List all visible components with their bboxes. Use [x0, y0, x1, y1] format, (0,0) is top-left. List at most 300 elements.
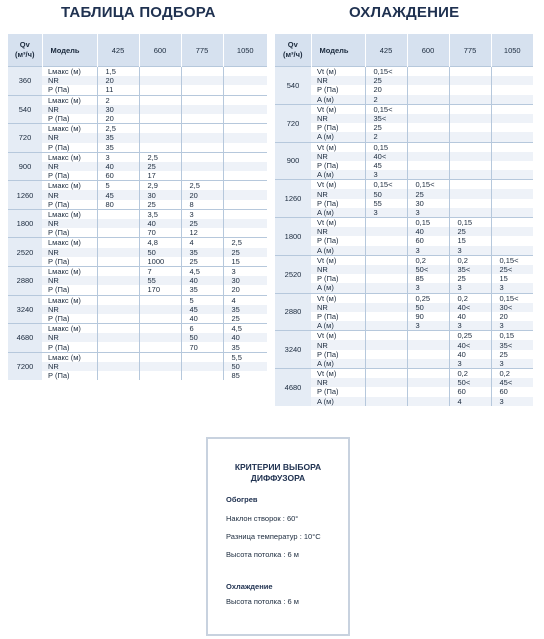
value-cell: [449, 170, 491, 180]
value-cell: 85: [223, 371, 267, 380]
table-row: [275, 199, 533, 208]
table-row: [275, 208, 533, 218]
value-cell: [139, 371, 181, 380]
value-cell: [139, 143, 181, 153]
model-param-cell: NR: [42, 248, 97, 257]
value-cell: 2: [97, 95, 139, 105]
value-cell: [139, 333, 181, 342]
value-cell: [407, 104, 449, 114]
value-cell: 20: [365, 85, 407, 94]
value-cell: [449, 142, 491, 152]
model-param-cell: P (Па): [311, 123, 365, 132]
value-cell: [365, 340, 407, 349]
model-param-cell: Vt (м): [311, 142, 365, 152]
table-row: [275, 359, 533, 369]
value-cell: [223, 124, 267, 134]
model-param-cell: NR: [42, 190, 97, 199]
qv-cell: 1800: [8, 209, 42, 238]
table-row: [275, 397, 533, 406]
value-cell: 15: [223, 257, 267, 267]
value-cell: 8: [181, 200, 223, 210]
value-cell: 0,15: [449, 218, 491, 228]
value-cell: 25: [365, 76, 407, 85]
value-cell: 90: [407, 312, 449, 321]
value-cell: [407, 378, 449, 387]
value-cell: [491, 199, 533, 208]
table-row: [275, 180, 533, 190]
qv-cell: 360: [8, 67, 42, 96]
value-cell: 3: [491, 283, 533, 293]
heating-line-ceiling: Высота потолка : 6 м: [226, 550, 299, 559]
table-row: [8, 238, 267, 248]
value-cell: 25: [365, 123, 407, 132]
qv-header-label: Qv: [19, 40, 30, 49]
model-param-cell: Lмакс (м): [42, 209, 97, 219]
value-cell: 0,2: [407, 255, 449, 265]
model-param-cell: P (Па): [311, 85, 365, 94]
value-cell: 5,5: [223, 352, 267, 362]
value-cell: [181, 152, 223, 162]
value-cell: 4,8: [139, 238, 181, 248]
value-cell: 35<: [365, 114, 407, 123]
criteria-title: [208, 462, 348, 484]
model-param-cell: Vt (м): [311, 67, 365, 77]
qv-header-unit: (м³/ч): [283, 50, 303, 59]
value-cell: [97, 371, 139, 380]
value-cell: 2,5: [139, 152, 181, 162]
size-header-425: 425: [97, 34, 139, 67]
value-cell: [97, 209, 139, 219]
value-cell: 0,15<: [365, 67, 407, 77]
value-cell: 2: [365, 95, 407, 105]
value-cell: 20: [97, 76, 139, 85]
qv-cell: 540: [8, 95, 42, 124]
model-param-cell: Lмакс (м): [42, 352, 97, 362]
value-cell: 50<: [449, 378, 491, 387]
table-row: [275, 321, 533, 331]
table-row: [8, 209, 267, 219]
table-row: [8, 285, 267, 295]
model-param-cell: NR: [42, 105, 97, 114]
value-cell: [491, 218, 533, 228]
model-param-cell: A (м): [311, 95, 365, 105]
table-row: [8, 295, 267, 305]
value-cell: [365, 303, 407, 312]
value-cell: [223, 162, 267, 171]
size-header-1050: 1050: [491, 34, 533, 67]
value-cell: 1,5: [97, 67, 139, 77]
value-cell: 35: [97, 133, 139, 142]
selection-table-title: ТАБЛИЦА ПОДБОРА: [61, 4, 216, 21]
table-header-row: [8, 34, 267, 67]
table-row: [8, 219, 267, 228]
table-row: [8, 266, 267, 276]
value-cell: 30: [407, 199, 449, 208]
value-cell: 0,15<: [407, 180, 449, 190]
value-cell: [181, 114, 223, 124]
model-param-cell: A (м): [311, 397, 365, 406]
value-cell: 25: [407, 189, 449, 198]
value-cell: 0,2: [449, 255, 491, 265]
value-cell: [181, 76, 223, 85]
value-cell: 20: [181, 190, 223, 199]
value-cell: 25: [449, 227, 491, 236]
value-cell: [181, 171, 223, 181]
model-param-cell: NR: [311, 265, 365, 274]
table-row: [275, 303, 533, 312]
value-cell: 0,25: [407, 293, 449, 303]
value-cell: [491, 85, 533, 94]
value-cell: [97, 295, 139, 305]
value-cell: [365, 397, 407, 406]
value-cell: [181, 352, 223, 362]
value-cell: [181, 67, 223, 77]
value-cell: [223, 200, 267, 210]
value-cell: [139, 295, 181, 305]
model-param-cell: P (Па): [42, 200, 97, 210]
value-cell: [365, 283, 407, 293]
model-param-cell: NR: [42, 276, 97, 285]
cooling-table: [275, 34, 533, 406]
value-cell: 170: [139, 285, 181, 295]
value-cell: [139, 124, 181, 134]
value-cell: [407, 397, 449, 406]
value-cell: [97, 238, 139, 248]
value-cell: 40: [181, 314, 223, 324]
value-cell: [139, 85, 181, 95]
model-param-cell: Lмакс (м): [42, 95, 97, 105]
qv-cell: 2880: [8, 266, 42, 295]
table-row: [275, 312, 533, 321]
table-row: [8, 152, 267, 162]
value-cell: 0,15: [365, 142, 407, 152]
value-cell: [223, 190, 267, 199]
table-row: [275, 189, 533, 198]
value-cell: [407, 123, 449, 132]
qv-cell: 720: [8, 124, 42, 153]
value-cell: [97, 228, 139, 238]
table-row: [275, 95, 533, 105]
model-param-cell: P (Па): [311, 312, 365, 321]
table-row: [8, 352, 267, 362]
table-row: [8, 276, 267, 285]
value-cell: 25: [139, 162, 181, 171]
value-cell: [97, 219, 139, 228]
table-row: [275, 274, 533, 283]
table-row: [8, 181, 267, 191]
value-cell: 3: [365, 170, 407, 180]
model-param-cell: P (Па): [42, 143, 97, 153]
value-cell: [449, 85, 491, 94]
table-row: [8, 67, 267, 77]
value-cell: [223, 67, 267, 77]
value-cell: [491, 76, 533, 85]
model-param-cell: P (Па): [42, 171, 97, 181]
value-cell: [491, 132, 533, 142]
value-cell: 0,15<: [365, 180, 407, 190]
model-param-cell: NR: [311, 76, 365, 85]
value-cell: 20: [223, 285, 267, 295]
value-cell: 2: [365, 132, 407, 142]
value-cell: 60: [97, 171, 139, 181]
model-param-cell: P (Па): [42, 285, 97, 295]
value-cell: 40: [139, 219, 181, 228]
value-cell: 3: [223, 266, 267, 276]
value-cell: 35: [97, 143, 139, 153]
value-cell: [491, 95, 533, 105]
value-cell: 35<: [449, 265, 491, 274]
value-cell: [407, 142, 449, 152]
model-param-cell: Lмакс (м): [42, 238, 97, 248]
value-cell: [181, 85, 223, 95]
model-param-cell: Vt (м): [311, 255, 365, 265]
value-cell: 25: [223, 248, 267, 257]
model-param-cell: A (м): [311, 132, 365, 142]
value-cell: [491, 236, 533, 245]
value-cell: 5: [97, 181, 139, 191]
value-cell: 55: [139, 276, 181, 285]
model-param-cell: P (Па): [42, 371, 97, 380]
qv-cell: 4680: [8, 324, 42, 353]
value-cell: [449, 199, 491, 208]
model-param-cell: P (Па): [311, 387, 365, 396]
model-param-cell: NR: [42, 333, 97, 342]
model-param-cell: NR: [311, 340, 365, 349]
model-param-cell: Vt (м): [311, 180, 365, 190]
value-cell: 3: [407, 321, 449, 331]
value-cell: 2,5: [97, 124, 139, 134]
value-cell: 45: [97, 190, 139, 199]
value-cell: 85: [407, 274, 449, 283]
value-cell: [365, 331, 407, 341]
value-cell: [223, 228, 267, 238]
table-row: [275, 170, 533, 180]
value-cell: 3: [181, 209, 223, 219]
value-cell: [491, 152, 533, 161]
table-row: [275, 152, 533, 161]
value-cell: 0,25: [449, 331, 491, 341]
value-cell: [365, 227, 407, 236]
table-row: [8, 95, 267, 105]
value-cell: [223, 219, 267, 228]
value-cell: [223, 209, 267, 219]
value-cell: 55: [365, 199, 407, 208]
value-cell: [139, 114, 181, 124]
model-param-cell: Lмакс (м): [42, 152, 97, 162]
value-cell: [491, 104, 533, 114]
table-row: [8, 333, 267, 342]
value-cell: [97, 362, 139, 371]
value-cell: 40: [97, 162, 139, 171]
value-cell: [223, 85, 267, 95]
value-cell: [139, 105, 181, 114]
value-cell: 70: [181, 342, 223, 352]
value-cell: [181, 105, 223, 114]
value-cell: 0,15: [491, 331, 533, 341]
table-row: [275, 142, 533, 152]
table-row: [275, 67, 533, 77]
qv-cell: 3240: [8, 295, 42, 324]
value-cell: [181, 95, 223, 105]
table-row: [8, 228, 267, 238]
value-cell: 3: [491, 397, 533, 406]
heating-line-tilt: Наклон створок : 60°: [226, 514, 299, 523]
value-cell: [139, 76, 181, 85]
qv-cell: 2880: [275, 293, 311, 331]
value-cell: [139, 352, 181, 362]
model-param-cell: P (Па): [311, 161, 365, 170]
value-cell: 30: [97, 105, 139, 114]
heating-line-temp-diff: Разница температур : 10°С: [226, 532, 321, 541]
value-cell: [407, 85, 449, 94]
model-param-cell: A (м): [311, 208, 365, 218]
value-cell: [139, 67, 181, 77]
table-row: [275, 293, 533, 303]
value-cell: [365, 350, 407, 359]
model-param-cell: NR: [42, 133, 97, 142]
value-cell: 50: [407, 303, 449, 312]
value-cell: 25<: [491, 265, 533, 274]
value-cell: 3: [449, 246, 491, 256]
value-cell: [449, 161, 491, 170]
table-row: [8, 342, 267, 352]
heating-heading: Обогрев: [226, 495, 258, 504]
table-row: [275, 387, 533, 396]
value-cell: [407, 95, 449, 105]
value-cell: [491, 161, 533, 170]
model-param-cell: Lмакс (м): [42, 67, 97, 77]
value-cell: [139, 95, 181, 105]
value-cell: 7: [139, 266, 181, 276]
size-header-600: 600: [407, 34, 449, 67]
value-cell: [407, 340, 449, 349]
cooling-line-ceiling: Высота потолка : 6 м: [226, 597, 299, 606]
value-cell: [365, 359, 407, 369]
value-cell: [97, 285, 139, 295]
value-cell: [407, 170, 449, 180]
table-row: [8, 190, 267, 199]
model-param-cell: Vt (м): [311, 293, 365, 303]
model-header: Модель: [311, 34, 365, 67]
table-row: [275, 123, 533, 132]
value-cell: 0,2: [449, 369, 491, 379]
model-param-cell: Lмакс (м): [42, 266, 97, 276]
value-cell: [223, 171, 267, 181]
table-row: [8, 257, 267, 267]
qv-cell: 7200: [8, 352, 42, 380]
value-cell: [407, 114, 449, 123]
value-cell: [491, 114, 533, 123]
table-row: [275, 378, 533, 387]
qv-header: [8, 34, 42, 67]
size-header-425: 425: [365, 34, 407, 67]
table-row: [8, 105, 267, 114]
value-cell: 1000: [139, 257, 181, 267]
value-cell: [139, 133, 181, 142]
value-cell: 35: [181, 248, 223, 257]
model-param-cell: NR: [42, 76, 97, 85]
table-row: [275, 114, 533, 123]
size-header-775: 775: [449, 34, 491, 67]
value-cell: [449, 67, 491, 77]
value-cell: [407, 132, 449, 142]
value-cell: [365, 246, 407, 256]
model-param-cell: A (м): [311, 246, 365, 256]
value-cell: 45: [181, 305, 223, 314]
model-param-cell: Lмакс (м): [42, 324, 97, 334]
value-cell: 0,15<: [491, 293, 533, 303]
model-param-cell: NR: [42, 362, 97, 371]
value-cell: 25: [139, 200, 181, 210]
value-cell: 35: [181, 285, 223, 295]
value-cell: 40: [223, 333, 267, 342]
qv-header-label: Qv: [287, 40, 298, 49]
qv-cell: 540: [275, 67, 311, 105]
model-param-cell: NR: [42, 305, 97, 314]
model-param-cell: Vt (м): [311, 218, 365, 228]
value-cell: [491, 142, 533, 152]
model-param-cell: NR: [311, 378, 365, 387]
value-cell: [407, 387, 449, 396]
value-cell: [181, 162, 223, 171]
value-cell: 4: [449, 397, 491, 406]
value-cell: [365, 387, 407, 396]
value-cell: 0,2: [449, 293, 491, 303]
value-cell: [181, 362, 223, 371]
model-param-cell: P (Па): [311, 274, 365, 283]
value-cell: 3: [365, 208, 407, 218]
value-cell: [491, 246, 533, 256]
value-cell: [449, 189, 491, 198]
model-param-cell: NR: [311, 227, 365, 236]
value-cell: [449, 132, 491, 142]
table-row: [275, 369, 533, 379]
value-cell: [97, 248, 139, 257]
value-cell: 60: [407, 236, 449, 245]
value-cell: [365, 369, 407, 379]
value-cell: [365, 236, 407, 245]
value-cell: 15: [491, 274, 533, 283]
table-row: [8, 143, 267, 153]
model-param-cell: P (Па): [42, 228, 97, 238]
value-cell: [181, 124, 223, 134]
value-cell: 20: [97, 114, 139, 124]
value-cell: 45<: [491, 378, 533, 387]
value-cell: 25: [181, 257, 223, 267]
value-cell: 40<: [449, 303, 491, 312]
value-cell: [139, 305, 181, 314]
value-cell: 0,15: [407, 218, 449, 228]
qv-cell: 720: [275, 104, 311, 142]
table-row: [275, 161, 533, 170]
value-cell: [223, 181, 267, 191]
value-cell: [407, 369, 449, 379]
selection-table: [8, 34, 267, 380]
model-param-cell: P (Па): [42, 314, 97, 324]
value-cell: 25: [223, 314, 267, 324]
value-cell: 70: [139, 228, 181, 238]
value-cell: 3: [491, 359, 533, 369]
model-param-cell: Lмакс (м): [42, 124, 97, 134]
value-cell: [223, 95, 267, 105]
value-cell: [449, 152, 491, 161]
value-cell: [365, 265, 407, 274]
table-row: [8, 171, 267, 181]
value-cell: [97, 314, 139, 324]
value-cell: 0,2: [491, 369, 533, 379]
value-cell: [491, 67, 533, 77]
qv-cell: 2520: [8, 238, 42, 267]
